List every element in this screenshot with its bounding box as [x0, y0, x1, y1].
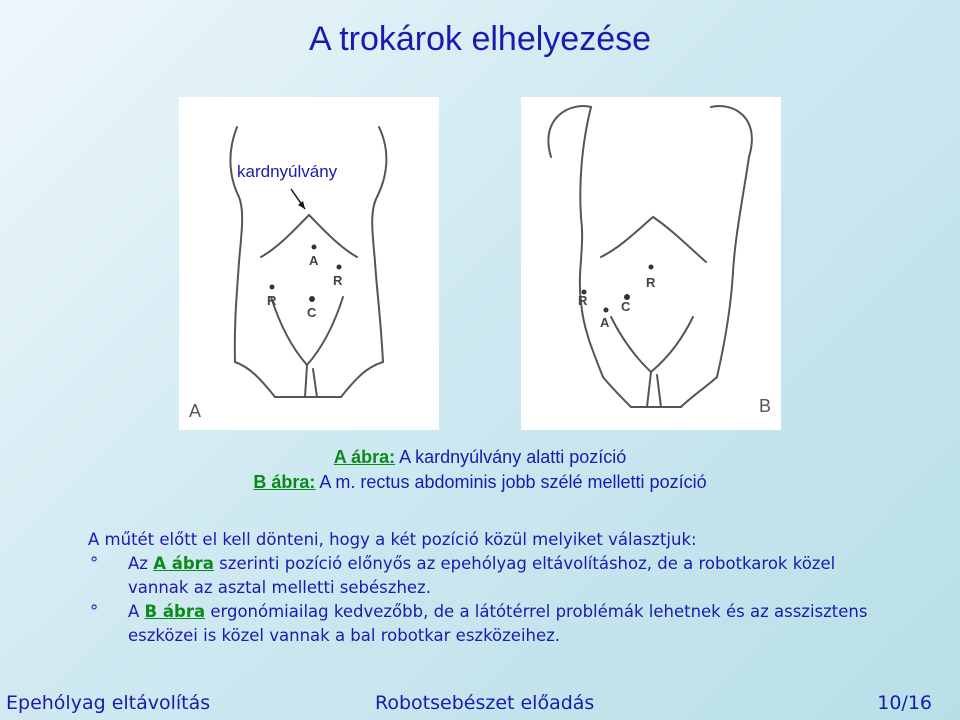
footer-course: Robotsebészet előadás: [375, 692, 595, 714]
caption-b: [0, 472, 960, 493]
port-dot: [649, 265, 654, 270]
torso-a-illustration: [179, 97, 439, 430]
figure-corner-label: B: [759, 396, 772, 416]
bullet-b-text: ergonómiailag kedvezőbb, de a látótérrel problémák lehetnek és az asszisztens eszközei is közel vannak a bal robotkar eszközeihez.: [128, 602, 868, 645]
torso-b-illustration: [521, 97, 781, 430]
figure-corner-label: A: [189, 401, 202, 421]
caption-a-text: A kardnyúlvány alatti pozíció: [395, 447, 627, 467]
bullet-a-text: szerinti pozíció előnyős az epehólyag eltávolításhoz, de a robotkarok közel vannak az asztal melletti sebészhez.: [128, 554, 836, 597]
bullet-a-prefix: Az: [128, 554, 154, 573]
body-text: [88, 528, 888, 648]
bullet-mark: °: [90, 602, 99, 621]
port-label: R: [333, 273, 343, 288]
slide-footer: [0, 690, 960, 720]
bullet-b-prefix: A: [128, 602, 145, 621]
slide-title: A trokárok elhelyezése: [308, 20, 652, 58]
footer-page-number: 10/16: [877, 692, 932, 714]
caption-a-key: A ábra:: [333, 447, 396, 467]
bullet-b-key: B ábra: [144, 602, 206, 621]
bullet-item-a: [88, 552, 888, 600]
bullet-a-key: A ábra: [153, 554, 214, 573]
figure-b-torso-drawing: [521, 97, 781, 430]
port-label: A: [600, 315, 610, 330]
port-label: C: [621, 299, 631, 314]
caption-b-key: B ábra:: [253, 472, 316, 492]
port-label: C: [307, 305, 317, 320]
port-dot: [337, 265, 342, 270]
port-label: R: [578, 293, 588, 308]
port-dot: [604, 308, 609, 313]
caption-b-text: A m. rectus abdominis jobb szélé melletti pozíció: [315, 472, 707, 492]
port-dot: [312, 245, 317, 250]
callout-arrowhead: [298, 201, 305, 209]
port-label: R: [267, 293, 277, 308]
footer-topic: Epehólyag eltávolítás: [6, 692, 211, 714]
port-dot: [309, 296, 315, 302]
port-label: R: [646, 275, 656, 290]
caption-a: [0, 447, 960, 468]
port-label: A: [309, 253, 319, 268]
bullet-mark: °: [90, 554, 99, 573]
callout-label: kardnyúlvány: [237, 162, 338, 181]
port-dot: [270, 285, 275, 290]
intro-paragraph: A műtét előtt el kell dönteni, hogy a két pozíció közül melyiket választjuk:: [88, 530, 697, 549]
bullet-item-b: [88, 600, 888, 648]
figure-a-torso-drawing: [179, 97, 439, 430]
